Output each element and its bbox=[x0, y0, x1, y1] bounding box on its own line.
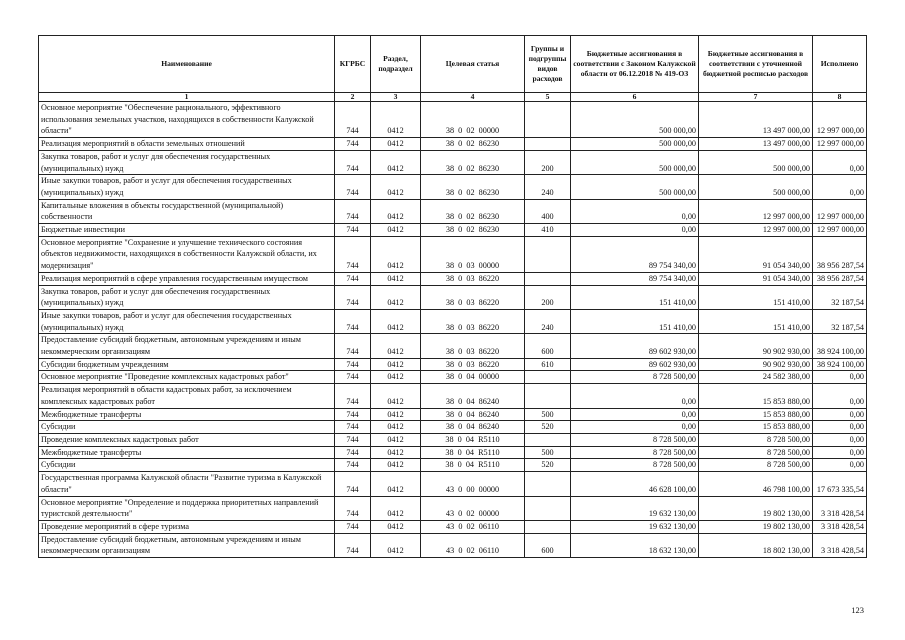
executed-cell: 0,00 bbox=[813, 408, 867, 421]
expense-group-cell: 240 bbox=[525, 175, 571, 199]
header-name: Наименование bbox=[39, 36, 335, 93]
row-name-cell: Межбюджетные трансферты bbox=[39, 446, 335, 459]
target-article-cell: 38 0 02 00000 bbox=[421, 102, 525, 138]
row-name-cell: Реализация мероприятий в сфере управления государственным имуществом bbox=[39, 272, 335, 285]
refined-allocation-cell: 91 054 340,00 bbox=[699, 236, 813, 272]
row-name-cell: Реализация мероприятий в области кадастровых работ, за исключением комплексных кадастровых работ bbox=[39, 384, 335, 408]
executed-cell: 0,00 bbox=[813, 446, 867, 459]
section-cell: 0412 bbox=[371, 520, 421, 533]
section-cell: 0412 bbox=[371, 533, 421, 557]
expense-group-cell bbox=[525, 433, 571, 446]
law-allocation-cell: 151 410,00 bbox=[571, 309, 699, 333]
executed-cell: 0,00 bbox=[813, 371, 867, 384]
kgrbs-cell: 744 bbox=[335, 520, 371, 533]
target-article-cell: 38 0 03 86220 bbox=[421, 272, 525, 285]
table-row bbox=[39, 102, 867, 138]
kgrbs-cell: 744 bbox=[335, 150, 371, 174]
kgrbs-cell: 744 bbox=[335, 459, 371, 472]
section-cell: 0412 bbox=[371, 334, 421, 358]
table-row bbox=[39, 472, 867, 496]
kgrbs-cell: 744 bbox=[335, 334, 371, 358]
section-cell: 0412 bbox=[371, 408, 421, 421]
kgrbs-cell: 744 bbox=[335, 285, 371, 309]
row-name-cell: Основное мероприятие "Сохранение и улучшение технического состояния объектов недвижимости, находящихся в собственности Калужской области, их модернизация" bbox=[39, 236, 335, 272]
section-cell: 0412 bbox=[371, 358, 421, 371]
refined-allocation-cell: 15 853 880,00 bbox=[699, 384, 813, 408]
kgrbs-cell: 744 bbox=[335, 408, 371, 421]
target-article-cell: 38 0 04 R5110 bbox=[421, 459, 525, 472]
expense-group-cell bbox=[525, 272, 571, 285]
refined-allocation-cell: 90 902 930,00 bbox=[699, 334, 813, 358]
section-cell: 0412 bbox=[371, 236, 421, 272]
executed-cell: 38 924 100,00 bbox=[813, 358, 867, 371]
section-cell: 0412 bbox=[371, 175, 421, 199]
row-name-cell: Основное мероприятие "Проведение комплексных кадастровых работ" bbox=[39, 371, 335, 384]
kgrbs-cell: 744 bbox=[335, 236, 371, 272]
law-allocation-cell: 89 754 340,00 bbox=[571, 272, 699, 285]
executed-cell: 17 673 335,54 bbox=[813, 472, 867, 496]
refined-allocation-cell: 13 497 000,00 bbox=[699, 102, 813, 138]
section-cell: 0412 bbox=[371, 371, 421, 384]
table-row bbox=[39, 272, 867, 285]
expense-group-cell: 610 bbox=[525, 358, 571, 371]
row-name-cell: Предоставление субсидий бюджетным, автономным учреждениям и иным некоммерческим организациям bbox=[39, 533, 335, 557]
table-row bbox=[39, 408, 867, 421]
row-name-cell: Иные закупки товаров, работ и услуг для обеспечения государственных (муниципальных) нужд bbox=[39, 309, 335, 333]
refined-allocation-cell: 24 582 380,00 bbox=[699, 371, 813, 384]
header-executed: Исполнено bbox=[813, 36, 867, 93]
kgrbs-cell: 744 bbox=[335, 175, 371, 199]
expense-group-cell bbox=[525, 472, 571, 496]
column-number: 1 bbox=[39, 93, 335, 102]
executed-cell: 0,00 bbox=[813, 150, 867, 174]
column-number: 6 bbox=[571, 93, 699, 102]
refined-allocation-cell: 500 000,00 bbox=[699, 175, 813, 199]
executed-cell: 38 956 287,54 bbox=[813, 236, 867, 272]
law-allocation-cell: 0,00 bbox=[571, 384, 699, 408]
executed-cell: 38 924 100,00 bbox=[813, 334, 867, 358]
row-name-cell: Реализация мероприятий в области земельных отношений bbox=[39, 138, 335, 151]
target-article-cell: 38 0 03 86220 bbox=[421, 334, 525, 358]
law-allocation-cell: 89 602 930,00 bbox=[571, 358, 699, 371]
expense-group-cell bbox=[525, 371, 571, 384]
header-refined-allocations: Бюджетные ассигнования в соответствии с уточненной бюджетной росписью расходов bbox=[699, 36, 813, 93]
target-article-cell: 38 0 04 00000 bbox=[421, 371, 525, 384]
table-row bbox=[39, 533, 867, 557]
table-row bbox=[39, 433, 867, 446]
row-name-cell: Государственная программа Калужской области "Развитие туризма в Калужской области" bbox=[39, 472, 335, 496]
kgrbs-cell: 744 bbox=[335, 102, 371, 138]
refined-allocation-cell: 8 728 500,00 bbox=[699, 446, 813, 459]
table-row bbox=[39, 446, 867, 459]
row-name-cell: Закупка товаров, работ и услуг для обеспечения государственных (муниципальных) нужд bbox=[39, 285, 335, 309]
expense-group-cell: 520 bbox=[525, 421, 571, 434]
law-allocation-cell: 19 632 130,00 bbox=[571, 496, 699, 520]
column-number: 5 bbox=[525, 93, 571, 102]
row-name-cell: Закупка товаров, работ и услуг для обеспечения государственных (муниципальных) нужд bbox=[39, 150, 335, 174]
kgrbs-cell: 744 bbox=[335, 421, 371, 434]
target-article-cell: 38 0 04 86240 bbox=[421, 384, 525, 408]
executed-cell: 0,00 bbox=[813, 175, 867, 199]
kgrbs-cell: 744 bbox=[335, 358, 371, 371]
row-name-cell: Иные закупки товаров, работ и услуг для обеспечения государственных (муниципальных) нужд bbox=[39, 175, 335, 199]
target-article-cell: 38 0 02 86230 bbox=[421, 138, 525, 151]
executed-cell: 0,00 bbox=[813, 421, 867, 434]
table-row bbox=[39, 384, 867, 408]
executed-cell: 12 997 000,00 bbox=[813, 102, 867, 138]
expense-group-cell: 240 bbox=[525, 309, 571, 333]
row-name-cell: Основное мероприятие "Определение и поддержка приоритетных направлений туристской деятельности" bbox=[39, 496, 335, 520]
table-body bbox=[39, 102, 867, 558]
target-article-cell: 38 0 04 R5110 bbox=[421, 446, 525, 459]
column-number: 8 bbox=[813, 93, 867, 102]
kgrbs-cell: 744 bbox=[335, 433, 371, 446]
kgrbs-cell: 744 bbox=[335, 199, 371, 223]
law-allocation-cell: 500 000,00 bbox=[571, 175, 699, 199]
law-allocation-cell: 8 728 500,00 bbox=[571, 371, 699, 384]
executed-cell: 38 956 287,54 bbox=[813, 272, 867, 285]
header-target: Целевая статья bbox=[421, 36, 525, 93]
target-article-cell: 43 0 02 00000 bbox=[421, 496, 525, 520]
expense-group-cell bbox=[525, 236, 571, 272]
table-row bbox=[39, 520, 867, 533]
law-allocation-cell: 46 628 100,00 bbox=[571, 472, 699, 496]
header-groups: Группы и подгруппы видов расходов bbox=[525, 36, 571, 93]
section-cell: 0412 bbox=[371, 138, 421, 151]
refined-allocation-cell: 19 802 130,00 bbox=[699, 520, 813, 533]
expense-group-cell: 500 bbox=[525, 446, 571, 459]
kgrbs-cell: 744 bbox=[335, 272, 371, 285]
law-allocation-cell: 500 000,00 bbox=[571, 150, 699, 174]
section-cell: 0412 bbox=[371, 421, 421, 434]
row-name-cell: Предоставление субсидий бюджетным, автономным учреждениям и иным некоммерческим организациям bbox=[39, 334, 335, 358]
table-row bbox=[39, 496, 867, 520]
refined-allocation-cell: 13 497 000,00 bbox=[699, 138, 813, 151]
target-article-cell: 38 0 03 86220 bbox=[421, 358, 525, 371]
executed-cell: 12 997 000,00 bbox=[813, 224, 867, 237]
kgrbs-cell: 744 bbox=[335, 446, 371, 459]
executed-cell: 32 187,54 bbox=[813, 309, 867, 333]
row-name-cell: Капитальные вложения в объекты государственной (муниципальной) собственности bbox=[39, 199, 335, 223]
column-number: 2 bbox=[335, 93, 371, 102]
header-section: Раздел, подраздел bbox=[371, 36, 421, 93]
column-number: 7 bbox=[699, 93, 813, 102]
row-name-cell: Основное мероприятие "Обеспечение рационального, эффективного использования земельных участков, находящихся в собственности Калужской области" bbox=[39, 102, 335, 138]
section-cell: 0412 bbox=[371, 224, 421, 237]
refined-allocation-cell: 12 997 000,00 bbox=[699, 224, 813, 237]
target-article-cell: 38 0 02 86230 bbox=[421, 150, 525, 174]
executed-cell: 12 997 000,00 bbox=[813, 199, 867, 223]
executed-cell: 3 318 428,54 bbox=[813, 496, 867, 520]
table-row bbox=[39, 358, 867, 371]
kgrbs-cell: 744 bbox=[335, 496, 371, 520]
table-row bbox=[39, 175, 867, 199]
target-article-cell: 38 0 02 86230 bbox=[421, 175, 525, 199]
expense-group-cell: 600 bbox=[525, 533, 571, 557]
law-allocation-cell: 8 728 500,00 bbox=[571, 446, 699, 459]
law-allocation-cell: 8 728 500,00 bbox=[571, 433, 699, 446]
target-article-cell: 43 0 00 00000 bbox=[421, 472, 525, 496]
kgrbs-cell: 744 bbox=[335, 472, 371, 496]
law-allocation-cell: 89 602 930,00 bbox=[571, 334, 699, 358]
table-row bbox=[39, 236, 867, 272]
row-name-cell: Проведение мероприятий в сфере туризма bbox=[39, 520, 335, 533]
target-article-cell: 38 0 04 86240 bbox=[421, 408, 525, 421]
law-allocation-cell: 19 632 130,00 bbox=[571, 520, 699, 533]
target-article-cell: 38 0 04 R5110 bbox=[421, 433, 525, 446]
column-number: 3 bbox=[371, 93, 421, 102]
kgrbs-cell: 744 bbox=[335, 384, 371, 408]
section-cell: 0412 bbox=[371, 285, 421, 309]
section-cell: 0412 bbox=[371, 472, 421, 496]
law-allocation-cell: 151 410,00 bbox=[571, 285, 699, 309]
header-law-allocations: Бюджетные ассигнования в соответствии с Законом Калужской области от 06.12.2018 № 419-ОЗ bbox=[571, 36, 699, 93]
section-cell: 0412 bbox=[371, 199, 421, 223]
law-allocation-cell: 0,00 bbox=[571, 224, 699, 237]
table-row bbox=[39, 421, 867, 434]
kgrbs-cell: 744 bbox=[335, 138, 371, 151]
executed-cell: 12 997 000,00 bbox=[813, 138, 867, 151]
row-name-cell: Бюджетные инвестиции bbox=[39, 224, 335, 237]
expense-group-cell bbox=[525, 520, 571, 533]
kgrbs-cell: 744 bbox=[335, 224, 371, 237]
row-name-cell: Субсидии bbox=[39, 421, 335, 434]
section-cell: 0412 bbox=[371, 309, 421, 333]
target-article-cell: 43 0 02 06110 bbox=[421, 520, 525, 533]
expense-group-cell: 400 bbox=[525, 199, 571, 223]
target-article-cell: 38 0 03 00000 bbox=[421, 236, 525, 272]
section-cell: 0412 bbox=[371, 496, 421, 520]
target-article-cell: 43 0 02 06110 bbox=[421, 533, 525, 557]
target-article-cell: 38 0 02 86230 bbox=[421, 224, 525, 237]
table-row bbox=[39, 138, 867, 151]
target-article-cell: 38 0 03 86220 bbox=[421, 285, 525, 309]
executed-cell: 3 318 428,54 bbox=[813, 520, 867, 533]
refined-allocation-cell: 15 853 880,00 bbox=[699, 421, 813, 434]
executed-cell: 0,00 bbox=[813, 433, 867, 446]
executed-cell: 32 187,54 bbox=[813, 285, 867, 309]
table-row bbox=[39, 150, 867, 174]
refined-allocation-cell: 12 997 000,00 bbox=[699, 199, 813, 223]
expense-group-cell: 520 bbox=[525, 459, 571, 472]
expense-group-cell: 600 bbox=[525, 334, 571, 358]
column-number: 4 bbox=[421, 93, 525, 102]
section-cell: 0412 bbox=[371, 150, 421, 174]
expense-group-cell: 200 bbox=[525, 285, 571, 309]
table-row bbox=[39, 224, 867, 237]
column-number-row bbox=[39, 93, 867, 102]
law-allocation-cell: 0,00 bbox=[571, 199, 699, 223]
row-name-cell: Межбюджетные трансферты bbox=[39, 408, 335, 421]
expense-group-cell bbox=[525, 102, 571, 138]
law-allocation-cell: 8 728 500,00 bbox=[571, 459, 699, 472]
law-allocation-cell: 0,00 bbox=[571, 408, 699, 421]
expense-group-cell: 200 bbox=[525, 150, 571, 174]
law-allocation-cell: 18 632 130,00 bbox=[571, 533, 699, 557]
budget-table bbox=[38, 35, 867, 558]
header-kgrbs: КГРБС bbox=[335, 36, 371, 93]
refined-allocation-cell: 151 410,00 bbox=[699, 309, 813, 333]
expense-group-cell bbox=[525, 384, 571, 408]
table-row bbox=[39, 285, 867, 309]
refined-allocation-cell: 90 902 930,00 bbox=[699, 358, 813, 371]
table-row bbox=[39, 199, 867, 223]
law-allocation-cell: 500 000,00 bbox=[571, 138, 699, 151]
law-allocation-cell: 0,00 bbox=[571, 421, 699, 434]
section-cell: 0412 bbox=[371, 272, 421, 285]
page-number: 123 bbox=[851, 605, 864, 615]
expense-group-cell: 410 bbox=[525, 224, 571, 237]
row-name-cell: Субсидии bbox=[39, 459, 335, 472]
row-name-cell: Проведение комплексных кадастровых работ bbox=[39, 433, 335, 446]
section-cell: 0412 bbox=[371, 384, 421, 408]
target-article-cell: 38 0 04 86240 bbox=[421, 421, 525, 434]
header-row bbox=[39, 36, 867, 93]
kgrbs-cell: 744 bbox=[335, 371, 371, 384]
expense-group-cell: 500 bbox=[525, 408, 571, 421]
table-row bbox=[39, 334, 867, 358]
kgrbs-cell: 744 bbox=[335, 533, 371, 557]
table-row bbox=[39, 309, 867, 333]
table-row bbox=[39, 459, 867, 472]
row-name-cell: Субсидии бюджетным учреждениям bbox=[39, 358, 335, 371]
expense-group-cell bbox=[525, 138, 571, 151]
table-row bbox=[39, 371, 867, 384]
refined-allocation-cell: 151 410,00 bbox=[699, 285, 813, 309]
refined-allocation-cell: 15 853 880,00 bbox=[699, 408, 813, 421]
target-article-cell: 38 0 02 86230 bbox=[421, 199, 525, 223]
executed-cell: 3 318 428,54 bbox=[813, 533, 867, 557]
section-cell: 0412 bbox=[371, 102, 421, 138]
refined-allocation-cell: 19 802 130,00 bbox=[699, 496, 813, 520]
refined-allocation-cell: 8 728 500,00 bbox=[699, 433, 813, 446]
section-cell: 0412 bbox=[371, 459, 421, 472]
refined-allocation-cell: 18 802 130,00 bbox=[699, 533, 813, 557]
refined-allocation-cell: 8 728 500,00 bbox=[699, 459, 813, 472]
executed-cell: 0,00 bbox=[813, 459, 867, 472]
refined-allocation-cell: 500 000,00 bbox=[699, 150, 813, 174]
executed-cell: 0,00 bbox=[813, 384, 867, 408]
target-article-cell: 38 0 03 86220 bbox=[421, 309, 525, 333]
kgrbs-cell: 744 bbox=[335, 309, 371, 333]
law-allocation-cell: 500 000,00 bbox=[571, 102, 699, 138]
section-cell: 0412 bbox=[371, 446, 421, 459]
refined-allocation-cell: 91 054 340,00 bbox=[699, 272, 813, 285]
law-allocation-cell: 89 754 340,00 bbox=[571, 236, 699, 272]
section-cell: 0412 bbox=[371, 433, 421, 446]
expense-group-cell bbox=[525, 496, 571, 520]
refined-allocation-cell: 46 798 100,00 bbox=[699, 472, 813, 496]
